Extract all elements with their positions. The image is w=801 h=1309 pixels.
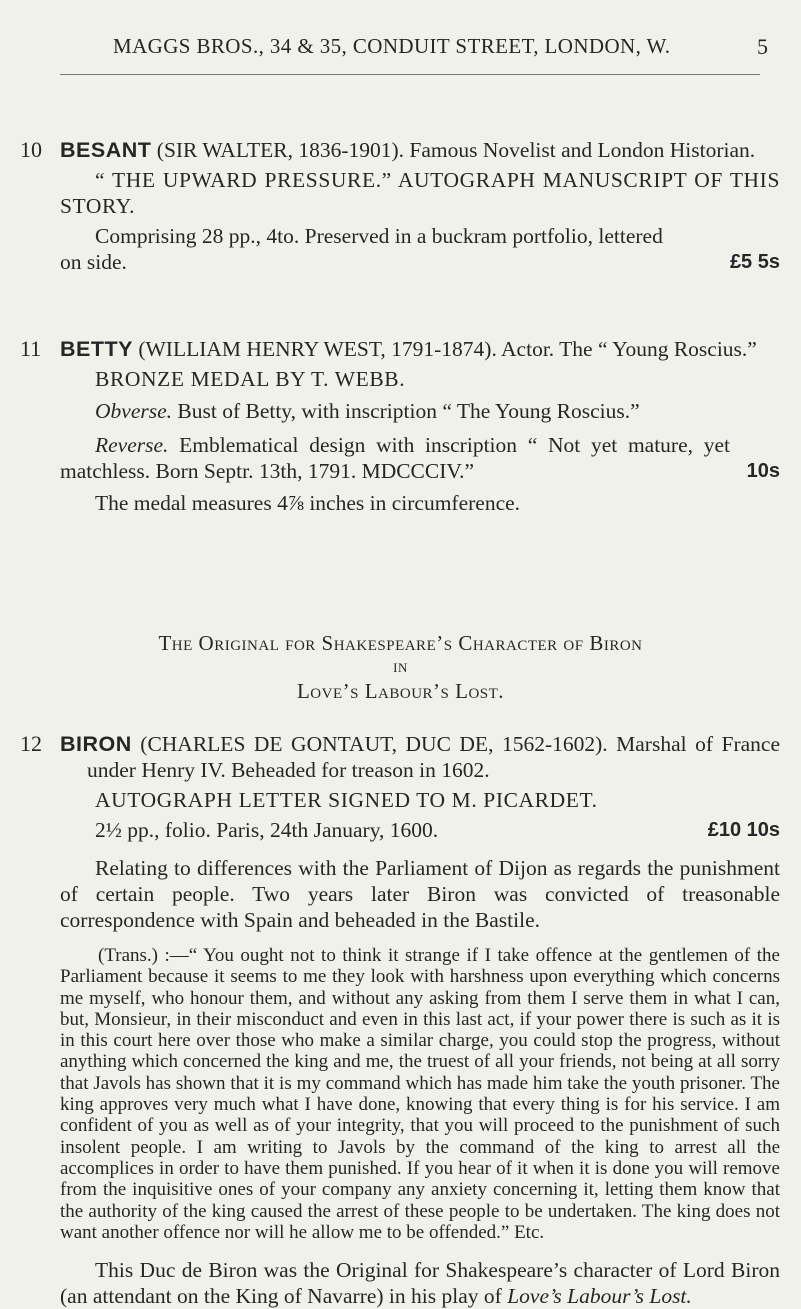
obverse-text: Bust of Betty, with inscription “ The Young Roscius.” [172,399,640,423]
entry-name: BIRON [60,732,132,756]
medal-note: The medal measures 4⅞ inches in circumference. [95,491,521,515]
header-rule [60,74,760,75]
closing-play-title: Love’s Labour’s Lost. [507,1284,692,1309]
page-number: 5 [757,34,768,59]
entry-title: “ THE UPWARD PRESSURE.” AUTOGRAPH MANUSCRIPT OF THIS STORY. [60,168,780,218]
entry-heading [60,137,780,163]
closing-text: This Duc de Biron was the Original for Shakespeare’s character of Lord Biron (an attendant on the King of Navarre) in his play of [60,1258,780,1309]
entry-number: 10 [20,137,42,162]
section-heading-line3: Love’s Labour’s Lost. [296,679,505,703]
page-header [0,34,801,64]
closing-paragraph [60,1257,780,1309]
running-header: MAGGS BROS., 34 & 35, CONDUIT STREET, LONDON, W. [113,34,671,58]
entry-name: BETTY [60,337,133,361]
section-heading-line1: The Original for Shakespeare’s Character of Biron [158,631,643,655]
entry-heading [60,336,780,362]
translation-paragraph: (Trans.) :—“ You ought not to think it strange if I take offence at the gentlemen of the Parliament because it seems to me they look with harshness upon everything which concerns me myself, who honour them, and without any asking from them I serve them in what I can, but, Monsieur, in their misconduct and even in this last act, if your power there is such as it is in this court here over those who make a similar charge, you could stop the progress, without anything which concerned the king and me, the truest of all your friends, not being at all sorry that Javols has shown that it is my command which has made him take the youth prisoner. The king approves very much what I have done, knowing that every thing is for his service. I am confident of you as well as of your integrity, that you will proceed to the punishment of such insolent people. I am writing to Javols by the command of the king to arrest all the accomplices in order to have them punished. If you hear of it when it is done you will remove from the inquisitive ones of your company any anxiety concerning it, letting them know that the authority of the king caused the arrest of these people to be undertaken. The king does not want another offence nor will he allow me to be offended.” Etc. [60,945,780,1243]
entry-name: BESANT [60,138,152,162]
entry-number: 12 [20,731,42,756]
entry-heading [60,731,780,783]
obverse-line [60,398,780,424]
description-text: Comprising 28 pp., 4to. Preserved in a buckram portfolio, lettered on side. [60,224,663,274]
entry-heading-rest: (CHARLES DE GONTAUT, DUC DE, 1562-1602). Marshal of France under Henry IV. Beheaded for treason in 1602. [87,732,780,782]
entry-description [60,223,780,275]
description-text: 2½ pp., folio. Paris, 24th January, 1600. [95,818,439,842]
obverse-label: Obverse. [95,399,173,423]
entry-price: £5 5s [729,251,780,273]
reverse-label: Reverse. [95,433,169,457]
reverse-line [60,432,780,484]
entry-price: 10s [746,460,780,482]
entry-description [60,817,780,843]
entry-heading-rest: (WILLIAM HENRY WEST, 1791-1874). Actor. The “ Young Roscius.” [132,337,757,361]
entry-heading-rest: (SIR WALTER, 1836-1901). Famous Novelist and London Historian. [151,138,756,162]
entry-number: 11 [20,336,42,361]
reverse-text: Emblematical design with inscription “ Not yet mature, yet matchless. Born Septr. 13th, 1791. MDCCCIV.” [60,433,730,483]
entry-price: £10 10s [707,819,780,841]
relating-paragraph: Relating to differences with the Parliament of Dijon as regards the punishment of certain people. Two years later Biron was convicted of treasonable correspondence with Spain and beheaded in the Bastile. [60,856,780,932]
section-heading [0,630,801,704]
entry-title: AUTOGRAPH LETTER SIGNED TO M. PICARDET. [95,788,598,812]
section-heading-line2: in [393,656,408,677]
entry-title: BRONZE MEDAL BY T. WEBB. [95,367,406,391]
